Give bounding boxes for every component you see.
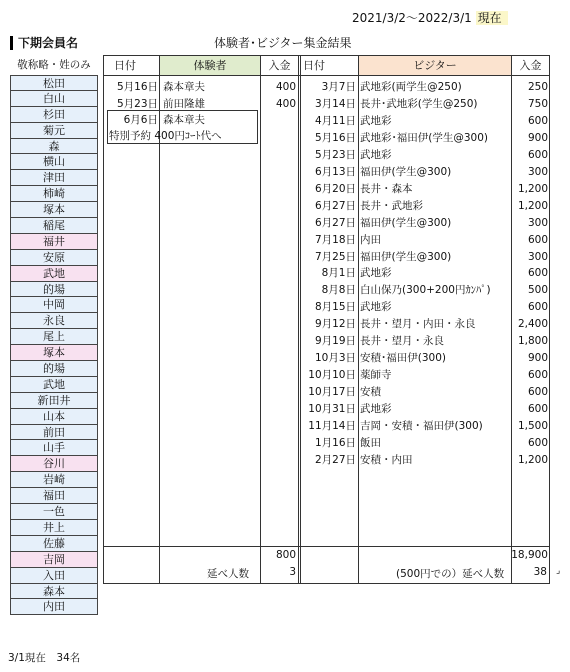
member-name: 的場 — [10, 361, 98, 377]
visitor-name: 福田伊(学生@300) — [360, 165, 452, 178]
member-list — [10, 75, 98, 615]
visitor-name: 武地彩 — [360, 148, 392, 161]
date-range — [352, 8, 508, 28]
visitor-amount: 2,400 — [517, 318, 548, 331]
member-name: 谷川 — [10, 456, 98, 472]
visitor-amount: 300 — [527, 165, 548, 178]
visitor-name: 武地彩 — [360, 301, 392, 314]
members-title: 下期会員名 — [10, 36, 78, 50]
visitor-total: 18,900 — [511, 549, 548, 561]
visitor-date: 6月13日 — [314, 165, 356, 178]
visitor-name: 飯田 — [360, 436, 381, 449]
member-name: 津田 — [10, 170, 98, 186]
visitor-date: 5月23日 — [314, 148, 356, 161]
member-name: 前田 — [10, 425, 98, 441]
visitor-name: 長井・望月・内田・永良 — [360, 318, 476, 331]
total-divider — [103, 546, 550, 547]
member-name: 柿崎 — [10, 186, 98, 202]
visitor-name: 武地彩 — [360, 267, 392, 280]
th-payment: 入金 — [268, 59, 291, 72]
visitor-date: 7月25日 — [314, 250, 356, 263]
member-name: 杉田 — [10, 107, 98, 123]
member-name: 井上 — [10, 520, 98, 536]
member-name: 山本 — [10, 409, 98, 425]
visitor-amount: 1,200 — [517, 182, 548, 195]
visitor-date: 6月27日 — [314, 216, 356, 229]
trial-count-label: 延べ人数 — [207, 568, 249, 580]
member-name: 山手 — [10, 440, 98, 456]
visitor-date: 9月12日 — [314, 318, 356, 331]
visitor-amount: 600 — [527, 114, 548, 127]
visitor-date: 8月1日 — [321, 267, 356, 280]
visitor-amount: 900 — [527, 131, 548, 144]
trial-amount: 400 — [275, 81, 296, 93]
visitor-amount: 600 — [527, 301, 548, 314]
member-name: 武地 — [10, 377, 98, 393]
member-name: 白山 — [10, 91, 98, 107]
visitor-date: 3月14日 — [314, 98, 356, 110]
visitor-name: 武地彩 — [360, 403, 392, 416]
member-name: 松田 — [10, 75, 98, 91]
visitor-date: 9月19日 — [314, 335, 356, 348]
member-name: 横山 — [10, 154, 98, 170]
visitor-name: 長井・望月・永良 — [360, 335, 444, 348]
visitor-name: 薬師寺 — [360, 369, 392, 382]
member-name: 内田 — [10, 599, 98, 615]
visitor-name: 白山保乃(300+200円ｶﾝﾊﾟ) — [360, 284, 491, 297]
visitor-name: 安積・内田 — [360, 453, 413, 466]
visitor-amount: 600 — [527, 436, 548, 449]
visitor-date: 7月18日 — [314, 233, 356, 246]
visitor-name: 福田伊(学生@300) — [360, 250, 452, 263]
trial-name: 森本章夫 — [163, 114, 205, 126]
trial-note: 特別予約 400円ｺｰﾄ代へ — [109, 130, 222, 142]
member-name: 岩崎 — [10, 472, 98, 488]
member-column-head: 敬称略・姓のみ — [17, 59, 91, 71]
trial-date: 5月23日 — [116, 98, 158, 110]
results-title: 体験者･ビジター集金結果 — [214, 36, 352, 50]
visitor-amount: 600 — [527, 369, 548, 382]
col-divider — [358, 55, 359, 584]
th-date: 日付 — [114, 59, 136, 72]
visitor-name: 吉岡・安積・福田伊(300) — [360, 420, 483, 432]
member-name: 菊元 — [10, 123, 98, 139]
trial-name: 前田隆雄 — [163, 98, 205, 110]
visitor-name: 長井・森本 — [360, 182, 413, 195]
visitor-date: 6月20日 — [314, 182, 356, 195]
trailing-mark: ⌟ — [556, 566, 561, 576]
th-trial: 体験者 — [160, 56, 260, 75]
trial-amount: 400 — [275, 98, 296, 110]
date-range-text: 2021/3/2～2022/3/1 — [352, 11, 472, 25]
visitor-date: 10月31日 — [308, 403, 356, 416]
member-name: 武地 — [10, 266, 98, 282]
visitor-date: 6月27日 — [314, 199, 356, 212]
member-name: 新田井 — [10, 393, 98, 409]
trial-date: 5月16日 — [116, 81, 158, 93]
header-divider — [103, 75, 550, 76]
member-name: 入田 — [10, 568, 98, 584]
th-date-2: 日付 — [303, 59, 325, 72]
trial-total: 800 — [275, 549, 296, 561]
visitor-amount: 600 — [527, 233, 548, 246]
member-name: 森本 — [10, 584, 98, 600]
visitor-name: 福田伊(学生@300) — [360, 216, 452, 229]
visitor-name: 安積･福田伊(300) — [360, 352, 446, 365]
visitor-amount: 900 — [527, 352, 548, 365]
visitor-amount: 1,500 — [517, 420, 548, 432]
col-divider — [260, 55, 261, 584]
member-name: 塚本 — [10, 202, 98, 218]
visitor-name: 安積 — [360, 386, 381, 399]
visitor-amount: 600 — [527, 267, 548, 280]
visitor-date: 1月16日 — [314, 436, 356, 449]
visitor-name: 長井・武地彩 — [360, 199, 423, 212]
visitor-amount: 300 — [527, 216, 548, 229]
visitor-date: 10月10日 — [308, 369, 356, 382]
visitor-count-label: (500円での）延べ人数 — [396, 568, 505, 580]
th-payment-2: 入金 — [519, 59, 542, 72]
member-name: 福井 — [10, 234, 98, 250]
visitor-name: 武地彩･福田伊(学生@300) — [360, 131, 488, 144]
visitor-date: 8月8日 — [321, 284, 356, 297]
visitor-name: 長井･武地彩(学生@250) — [360, 98, 478, 110]
visitor-date: 5月16日 — [314, 131, 356, 144]
col-divider — [298, 55, 299, 584]
visitor-name: 武地彩(両学生@250) — [360, 81, 462, 93]
member-name: 稲尾 — [10, 218, 98, 234]
member-name: 佐藤 — [10, 536, 98, 552]
visitor-name: 内田 — [360, 233, 381, 246]
visitor-date: 8月15日 — [314, 301, 356, 314]
visitor-amount: 1,200 — [517, 199, 548, 212]
trial-date: 6月6日 — [123, 114, 158, 126]
visitor-amount: 250 — [527, 81, 548, 93]
trial-count: 3 — [289, 566, 296, 578]
visitor-amount: 300 — [527, 250, 548, 263]
visitor-date: 2月27日 — [314, 453, 356, 466]
visitor-amount: 600 — [527, 403, 548, 416]
visitor-amount: 1,800 — [517, 335, 548, 348]
visitor-amount: 600 — [527, 148, 548, 161]
member-name: 永良 — [10, 313, 98, 329]
member-name: 的場 — [10, 282, 98, 298]
member-name: 吉岡 — [10, 552, 98, 568]
visitor-name: 武地彩 — [360, 114, 392, 127]
member-name: 塚本 — [10, 345, 98, 361]
visitor-amount: 500 — [527, 284, 548, 297]
visitor-count: 38 — [533, 566, 547, 578]
visitor-amount: 1,200 — [517, 453, 548, 466]
visitor-amount: 600 — [527, 386, 548, 399]
member-name: 中岡 — [10, 297, 98, 313]
member-name: 福田 — [10, 488, 98, 504]
trial-name: 森本章夫 — [163, 81, 205, 93]
member-name: 尾上 — [10, 329, 98, 345]
visitor-date: 10月3日 — [314, 352, 356, 365]
visitor-date: 10月17日 — [308, 386, 356, 399]
visitor-date: 4月11日 — [314, 114, 356, 127]
visitor-amount: 750 — [527, 98, 548, 110]
th-visitor: ビジター — [359, 56, 511, 75]
visitor-date: 3月7日 — [321, 81, 356, 93]
visitor-date: 11月14日 — [308, 420, 356, 432]
now-label: 現在 — [476, 11, 508, 25]
member-count-footer: 3/1現在 34名 — [8, 652, 81, 664]
member-name: 森 — [10, 139, 98, 155]
member-name: 一色 — [10, 504, 98, 520]
member-name: 安原 — [10, 250, 98, 266]
